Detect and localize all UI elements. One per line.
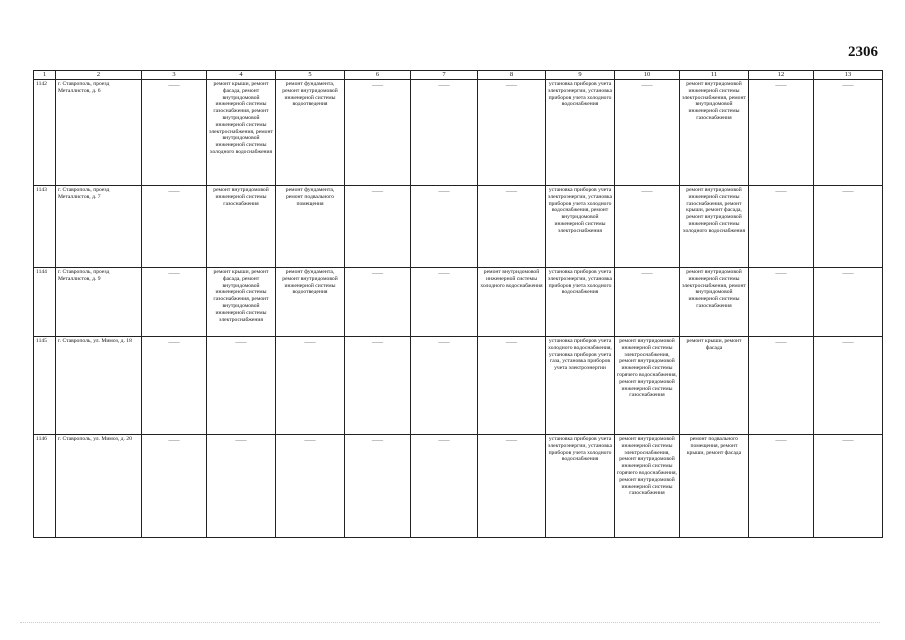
work-cell: ремонт крыши, ремонт фасада, ремонт внутридомовой инженерной системы газоснабжения, ремонт внутридомовой инженерной системы электроснабжения, ремонт внутридомовой инженерной системы холодного водоснабжения (207, 80, 276, 186)
empty-dash: —— (168, 271, 180, 277)
repair-plan-table (33, 70, 883, 538)
col-header: 13 (814, 71, 883, 80)
work-cell: установка приборов учета электроэнергии, установка приборов учета холодного водоснабжения, ремонт внутридомовой инженерной системы электроснабжения (546, 186, 615, 268)
col-header: 12 (749, 71, 814, 80)
empty-dash: —— (438, 189, 450, 195)
empty-dash: —— (371, 438, 384, 444)
header-row (34, 71, 883, 80)
empty-dash: —— (775, 189, 787, 195)
work-cell: установка приборов учета электроэнергии, установка приборов учета холодного водоснабжения (546, 435, 615, 538)
empty-dash: —— (304, 340, 316, 346)
table-row (34, 186, 883, 268)
work-cell: ремонт внутридомовой инженерной системы электроснабжения, ремонт внутридомовой инженерной системы горячего водоснабжения, ремонт внутридомовой инженерной системы газоснабжения (615, 435, 680, 538)
col-header: 5 (276, 71, 345, 80)
empty-dash: —— (235, 340, 247, 346)
empty-dash: —— (371, 340, 384, 346)
work-cell: ремонт крыши, ремонт фасада (680, 337, 749, 435)
empty-dash: —— (235, 438, 247, 444)
empty-dash: —— (505, 189, 518, 195)
empty-dash: —— (505, 83, 518, 89)
empty-dash: —— (168, 189, 180, 195)
row-number: 1142 (34, 80, 56, 186)
col-header: 4 (207, 71, 276, 80)
work-cell: ремонт фундамента, ремонт подвального помещения (276, 186, 345, 268)
work-cell: ремонт внутридомовой инженерной системы электроснабжения, ремонт внутридомовой инженерной системы газоснабжения (680, 268, 749, 337)
scan-noise-divider (20, 622, 880, 627)
page-number: 2306 (848, 44, 878, 60)
empty-dash: —— (775, 438, 787, 444)
row-number: 1145 (34, 337, 56, 435)
row-number: 1143 (34, 186, 56, 268)
work-cell: ремонт внутридомовой инженерной системы электроснабжения, ремонт внутридомовой инженерной системы газоснабжения (680, 80, 749, 186)
empty-dash: —— (842, 189, 854, 195)
col-header: 6 (345, 71, 411, 80)
row-number: 1144 (34, 268, 56, 337)
address-cell: г. Ставрополь, ул. Мимоз, д. 18 (56, 337, 142, 435)
empty-dash: —— (641, 83, 653, 89)
empty-dash: —— (168, 83, 180, 89)
work-cell: ремонт внутридомовой инженерной системы электроснабжения, ремонт внутридомовой инженерной системы горячего водоснабжения, ремонт внутридомовой инженерной системы газоснабжения (615, 337, 680, 435)
address-cell: г. Ставрополь, проезд Металлистов, д. 6 (56, 80, 142, 186)
empty-dash: —— (775, 83, 787, 89)
work-cell: ремонт крыши, ремонт фасада, ремонт внутридомовой инженерной системы газоснабжения, ремонт внутридомовой инженерной системы электроснабжения (207, 268, 276, 337)
table-row (34, 337, 883, 435)
work-cell: ремонт внутридомовой инженерной системы газоснабжения, ремонт крыши, ремонт фасада, ремонт внутридомовой инженерной системы холодного водоснабжения (680, 186, 749, 268)
empty-dash: —— (775, 271, 787, 277)
col-header: 9 (546, 71, 615, 80)
col-header: 11 (680, 71, 749, 80)
work-cell: ремонт подвального помещения, ремонт крыши, ремонт фасада (680, 435, 749, 538)
empty-dash: —— (842, 340, 854, 346)
address-cell: г. Ставрополь, ул. Мимоз, д. 20 (56, 435, 142, 538)
work-cell: установка приборов учета электроэнергии, установка приборов учета холодного водоснабжения (546, 268, 615, 337)
empty-dash: —— (438, 438, 450, 444)
empty-dash: —— (505, 340, 518, 346)
empty-dash: —— (371, 83, 384, 89)
empty-dash: —— (842, 83, 854, 89)
empty-dash: —— (438, 83, 450, 89)
row-number: 1146 (34, 435, 56, 538)
table-row (34, 80, 883, 186)
table-row (34, 268, 883, 337)
empty-dash: —— (168, 438, 180, 444)
work-cell: установка приборов учета холодного водоснабжения, установка приборов учета газа, установка приборов учета электроэнергии (546, 337, 615, 435)
col-header: 10 (615, 71, 680, 80)
empty-dash: —— (842, 271, 854, 277)
address-cell: г. Ставрополь, проезд Металлистов, д. 9 (56, 268, 142, 337)
empty-dash: —— (641, 189, 653, 195)
col-header: 2 (56, 71, 142, 80)
empty-dash: —— (505, 438, 518, 444)
empty-dash: —— (371, 189, 384, 195)
col-header: 3 (142, 71, 207, 80)
empty-dash: —— (842, 438, 854, 444)
work-cell: ремонт фундамента, ремонт внутридомовой инженерной системы водоотведения (276, 268, 345, 337)
empty-dash: —— (438, 340, 450, 346)
empty-dash: —— (775, 340, 787, 346)
col-header: 1 (34, 71, 56, 80)
col-header: 8 (478, 71, 546, 80)
empty-dash: —— (641, 271, 653, 277)
work-cell: установка приборов учета электроэнергии, установка приборов учета холодного водоснабжения (546, 80, 615, 186)
col-header: 7 (411, 71, 478, 80)
empty-dash: —— (168, 340, 180, 346)
empty-dash: —— (371, 271, 384, 277)
table-row (34, 435, 883, 538)
empty-dash: —— (304, 438, 316, 444)
work-cell: ремонт внутридомовой инженерной системы холодного водоснабжения (478, 268, 546, 337)
work-cell: ремонт внутридомовой инженерной системы газоснабжения (207, 186, 276, 268)
empty-dash: —— (438, 271, 450, 277)
address-cell: г. Ставрополь, проезд Металлистов, д. 7 (56, 186, 142, 268)
work-cell: ремонт фундамента, ремонт внутридомовой инженерной системы водоотведения (276, 80, 345, 186)
